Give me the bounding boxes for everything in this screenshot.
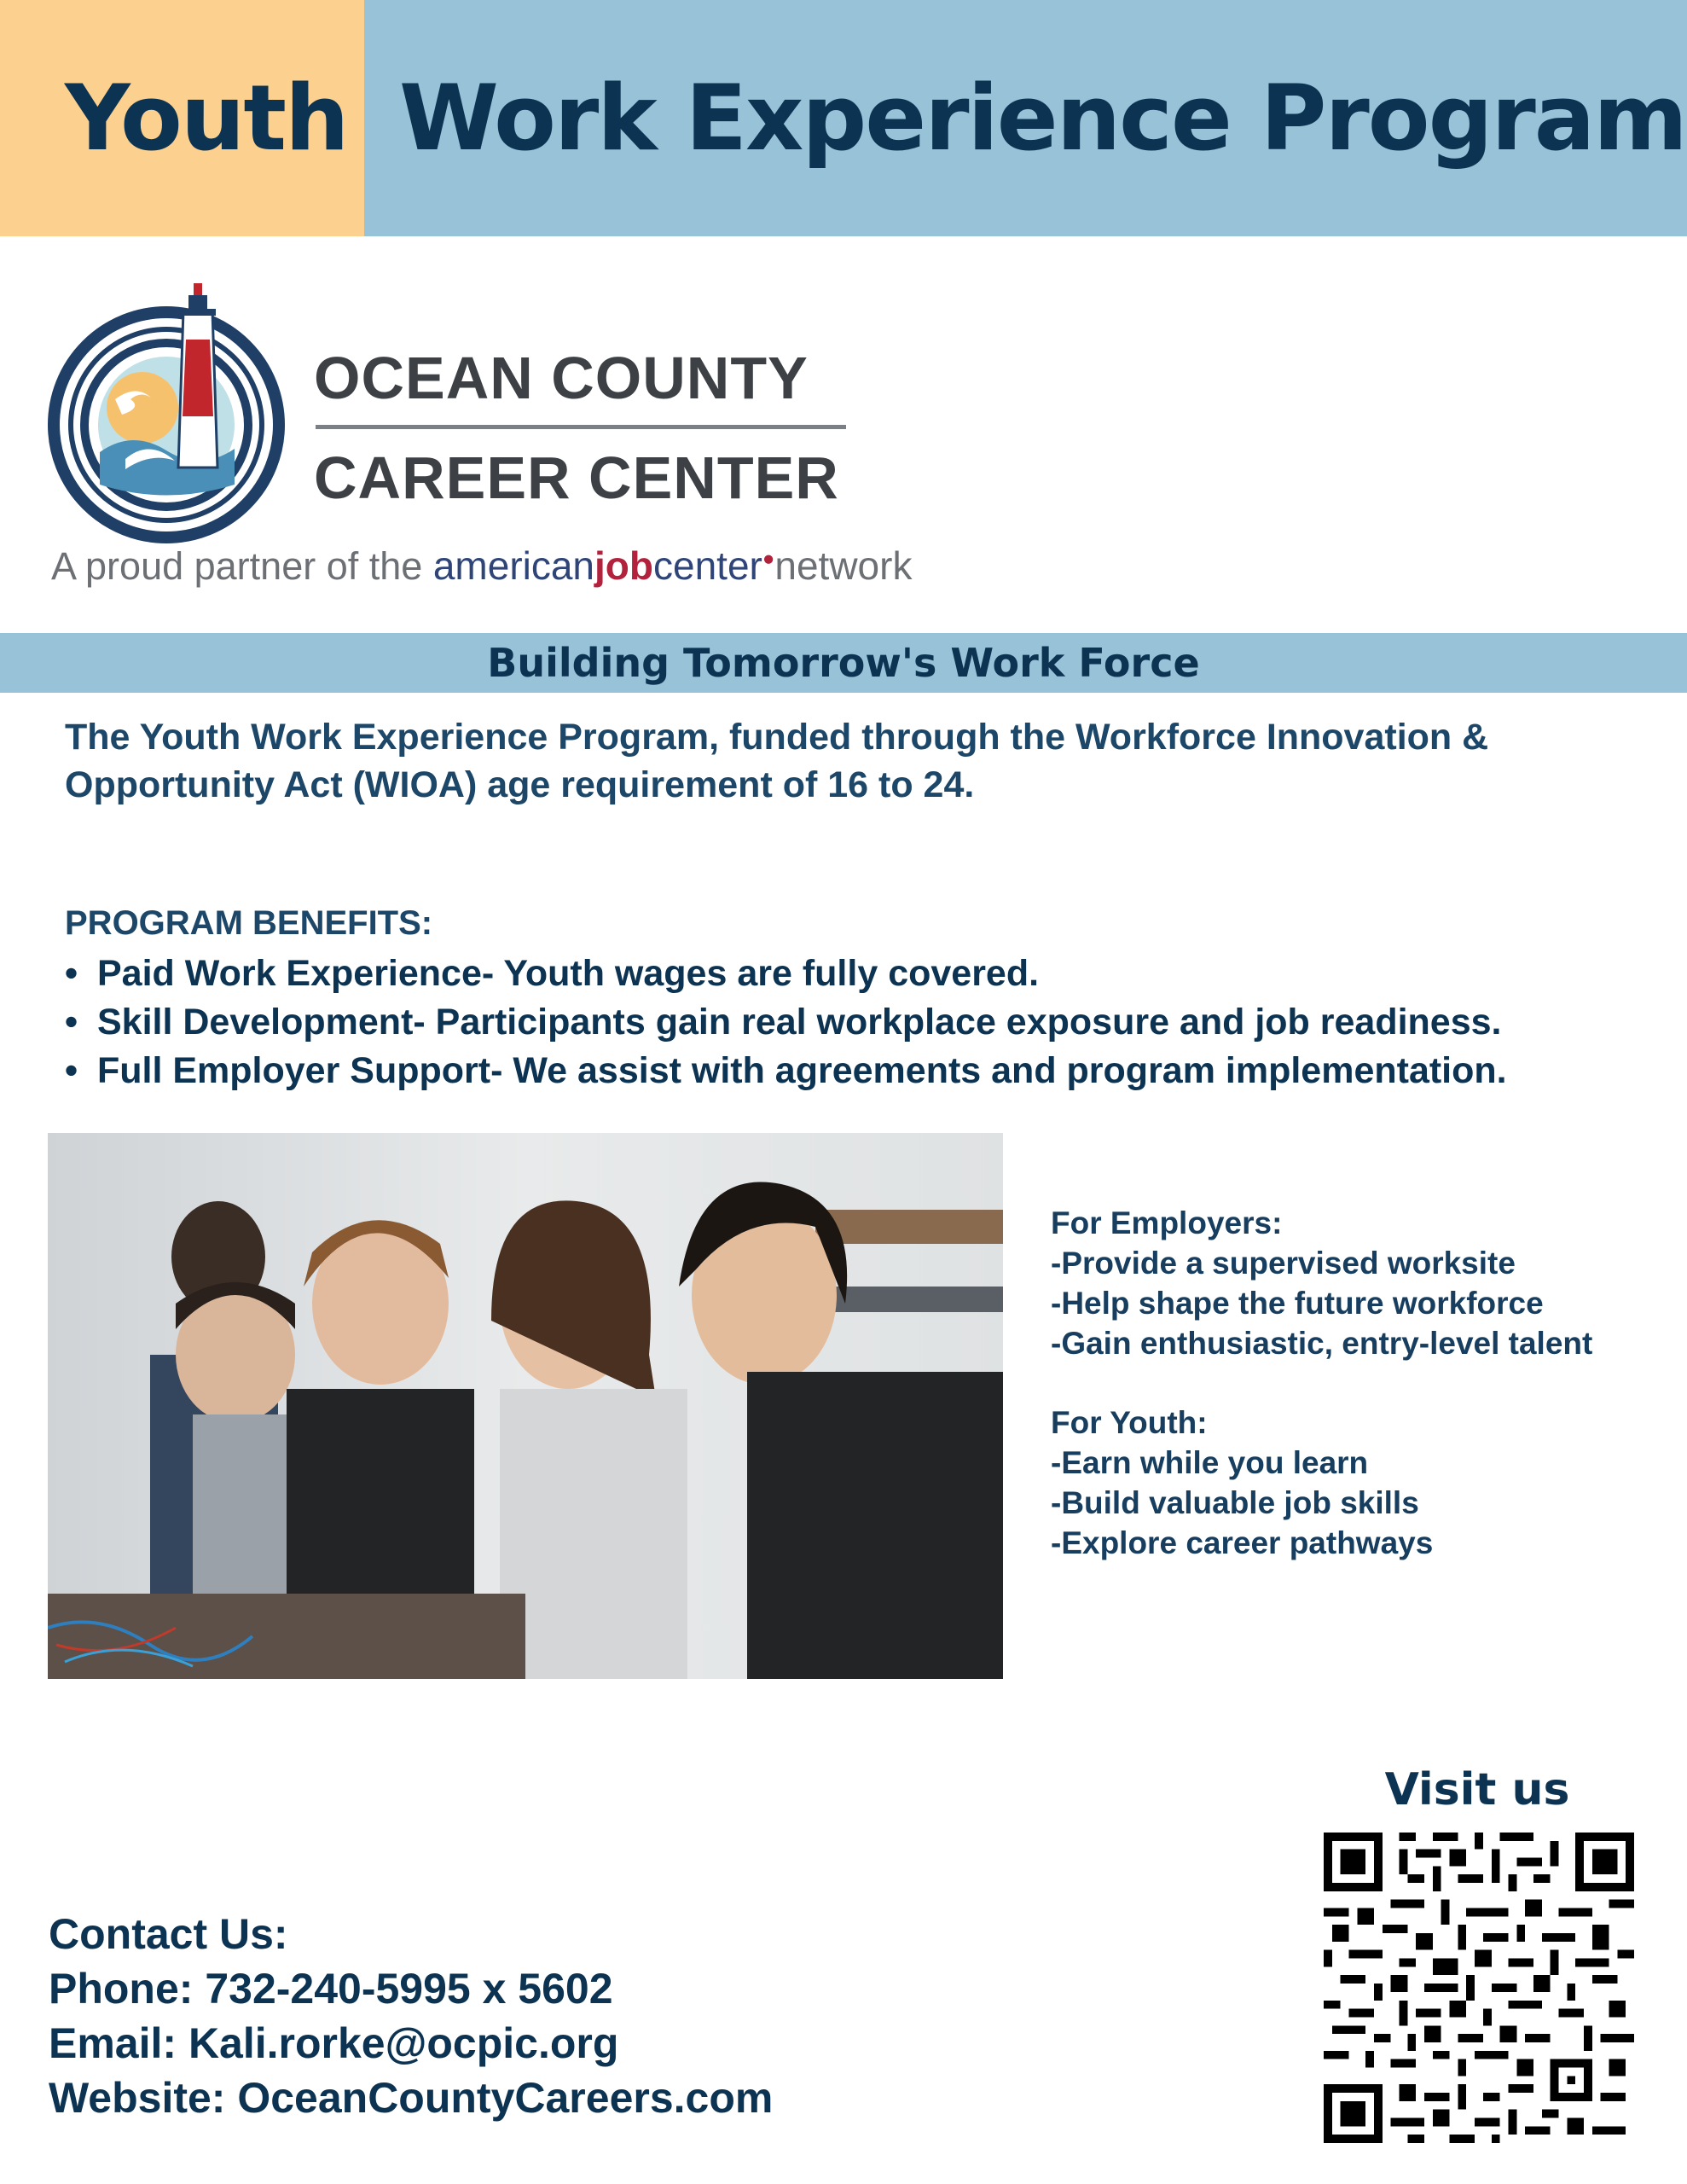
benefit-item bbox=[65, 998, 1507, 1047]
youth-item: -Earn while you learn bbox=[1051, 1445, 1369, 1480]
spacer bbox=[1051, 1363, 1665, 1403]
benefit-item bbox=[65, 1047, 1507, 1095]
bullet-icon: • bbox=[65, 1002, 78, 1043]
employer-item: -Gain enthusiastic, entry-level talent bbox=[1051, 1326, 1593, 1361]
lighthouse-logo-icon bbox=[47, 271, 290, 544]
brand-center: center bbox=[653, 543, 762, 588]
logo-line-career-center: CAREER CENTER bbox=[314, 444, 839, 511]
benefit-text: Paid Work Experience- Youth wages are fully covered. bbox=[97, 953, 1040, 994]
band-title: Building Tomorrow's Work Force bbox=[487, 640, 1200, 686]
benefits-title: PROGRAM BENEFITS: bbox=[65, 904, 433, 942]
contact-title: Contact Us: bbox=[49, 1910, 288, 1958]
program-intro: The Youth Work Experience Program, funded through the Workforce Innovation & Opportunity Act (WIOA) age requirement of 16 to 24. bbox=[65, 717, 1489, 805]
contact-website[interactable]: Website: OceanCountyCareers.com bbox=[49, 2074, 774, 2122]
brand-network: network bbox=[774, 543, 913, 588]
brand-job: job bbox=[594, 543, 654, 588]
employers-title: For Employers: bbox=[1051, 1205, 1283, 1240]
employer-item: -Help shape the future workforce bbox=[1051, 1286, 1544, 1321]
header-youth-title: Youth bbox=[65, 66, 348, 171]
header-program-title: Work Experience Program bbox=[399, 66, 1686, 171]
partner-prefix: A proud partner of the bbox=[51, 544, 423, 588]
benefit-text: Skill Development- Participants gain real workplace exposure and job readiness. bbox=[97, 1002, 1502, 1043]
brand-american: american bbox=[432, 543, 595, 588]
employer-item: -Provide a supervised worksite bbox=[1051, 1246, 1516, 1281]
bullet-icon: • bbox=[65, 953, 78, 994]
youth-item: -Build valuable job skills bbox=[1051, 1485, 1419, 1520]
contact-block bbox=[49, 1907, 773, 2125]
youth-item: -Explore career pathways bbox=[1051, 1525, 1434, 1560]
american-job-center-brand bbox=[433, 543, 913, 588]
logo-line-ocean-county: OCEAN COUNTY bbox=[314, 345, 809, 411]
qr-code-icon[interactable] bbox=[1324, 1833, 1634, 2143]
partner-tagline bbox=[51, 543, 912, 589]
audience-benefits bbox=[1051, 1203, 1665, 1563]
bullet-icon: • bbox=[65, 1050, 78, 1091]
visit-us-label: Visit us bbox=[1384, 1764, 1570, 1815]
contact-email[interactable]: Email: Kali.rorke@ocpic.org bbox=[49, 2019, 619, 2067]
brand-star-icon: ● bbox=[762, 547, 775, 571]
benefit-text: Full Employer Support- We assist with agreements and program implementation. bbox=[97, 1050, 1507, 1091]
benefits-list bbox=[65, 950, 1507, 1095]
youth-workshop-photo bbox=[48, 1133, 1003, 1679]
logo-divider bbox=[316, 425, 846, 429]
benefit-item bbox=[65, 950, 1507, 998]
youth-title: For Youth: bbox=[1051, 1405, 1208, 1440]
contact-phone[interactable]: Phone: 732-240-5995 x 5602 bbox=[49, 1965, 613, 2013]
